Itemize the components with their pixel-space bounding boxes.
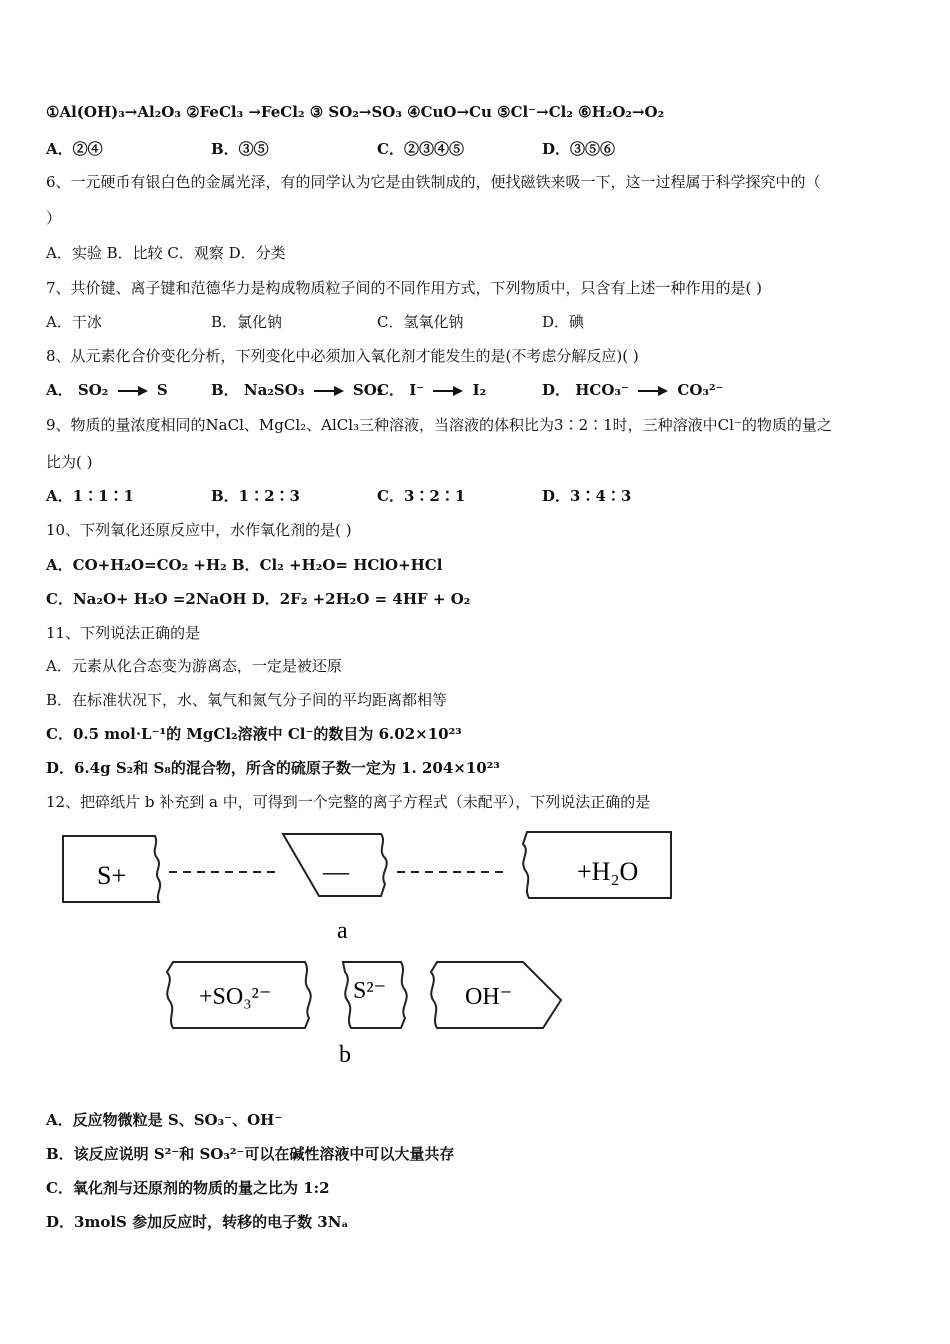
q11-option-c[interactable]: C．0.5 mol·L⁻¹的 MgCl₂溶液中 Cl⁻的数目为 6.02×10²³ (46, 725, 462, 743)
q5-option-d[interactable]: D．③⑤⑥ (542, 140, 616, 158)
scrap-a-left-text: S+ (97, 861, 127, 890)
arrow-icon (118, 386, 148, 396)
product: I₂ (472, 381, 487, 399)
scrap-a-right-text: +H₂O (577, 857, 639, 886)
q5-option-b[interactable]: B．③⑤ (211, 140, 269, 158)
q8-option-c[interactable] (377, 380, 486, 400)
scrap-a-middle-text: — (323, 857, 349, 886)
q11-option-a[interactable]: A．元素从化合态变为游离态，一定是被还原 (46, 657, 342, 675)
q8-option-d[interactable] (542, 380, 723, 400)
scrap-b3-text: OH⁻ (465, 984, 513, 1010)
label-b: b (339, 1042, 351, 1068)
q9-option-c[interactable]: C．3∶2∶1 (377, 487, 466, 505)
q7-option-b[interactable]: B．氯化钠 (211, 313, 283, 331)
label-a: a (337, 918, 348, 944)
option-label: A． (46, 381, 73, 399)
product: S (156, 381, 168, 399)
q12-stem: 12、把碎纸片 b 补充到 a 中，可得到一个完整的离子方程式（未配平），下列说法正确的是 (46, 793, 651, 811)
q8-option-b[interactable] (211, 380, 383, 400)
q8-option-a[interactable] (46, 380, 168, 400)
q5-transforms: ①Al(OH)₃→Al₂O₃ ②FeCl₃ →FeCl₂ ③ SO₂→SO₃ ④CuO→Cu ⑤Cl⁻→Cl₂ ⑥H₂O₂→O₂ (46, 103, 665, 121)
reactant: Na₂SO₃ (243, 381, 305, 399)
q10-options-ab[interactable]: A．CO+H₂O=CO₂ +H₂ B．Cl₂ +H₂O= HClO+HCl (46, 556, 443, 574)
q11-option-d[interactable]: D．6.4g S₂和 S₈的混合物，所含的硫原子数一定为 1. 204×10²³ (46, 759, 500, 777)
q6-stem-end: ） (46, 209, 62, 227)
q10-options-cd[interactable]: C．Na₂O+ H₂O =2NaOH D．2F₂ +2H₂O = 4HF + O₂ (46, 590, 471, 608)
option-label: B． (211, 381, 239, 399)
q5-option-a[interactable]: A．②④ (46, 140, 103, 158)
arrow-icon (638, 386, 668, 396)
q12-option-b[interactable]: B．该反应说明 S²⁻和 SO₃²⁻可以在碱性溶液中可以大量共存 (46, 1145, 455, 1163)
q9-stem-end: 比为( ) (46, 453, 93, 471)
q9-option-b[interactable]: B．1∶2∶3 (211, 487, 300, 505)
q6-stem: 6、一元硬币有银白色的金属光泽，有的同学认为它是由铁制成的，便找磁铁来吸一下，这一过程属于科学探究中的（ (46, 173, 821, 191)
q10-stem: 10、下列氧化还原反应中，水作氧化剂的是( ) (46, 521, 352, 539)
arrow-icon (314, 386, 344, 396)
q12-option-d[interactable]: D．3molS 参加反应时，转移的电子数 3Nₐ (46, 1213, 349, 1231)
q6-options[interactable]: A．实验 B．比较 C．观察 D．分类 (46, 244, 286, 262)
q7-option-d[interactable]: D．碘 (542, 313, 585, 331)
q11-option-b[interactable]: B．在标准状况下，水、氧气和氮气分子间的平均距离都相等 (46, 691, 448, 709)
arrow-icon (433, 386, 463, 396)
scrap-b1-text: +SO₃²⁻ (199, 984, 272, 1010)
q9-option-a[interactable]: A．1∶1∶1 (46, 487, 134, 505)
q12-option-c[interactable]: C．氧化剂与还原剂的物质的量之比为 1:2 (46, 1179, 330, 1197)
q5-option-c[interactable]: C．②③④⑤ (377, 140, 464, 158)
reactant: HCO₃⁻ (575, 381, 629, 399)
reactant: SO₂ (77, 381, 109, 399)
scrap-b2-text: S²⁻ (353, 978, 387, 1004)
q7-stem: 7、共价键、离子键和范德华力是构成物质粒子间的不同作用方式，下列物质中，只含有上述一种作用的是( ) (46, 279, 763, 297)
reactant: I⁻ (409, 381, 425, 399)
q7-option-a[interactable]: A．干冰 (46, 313, 102, 331)
option-label: D． (542, 381, 571, 399)
option-label: C． (377, 381, 404, 399)
q9-stem: 9、物质的量浓度相同的NaCl、MgCl₂、AlCl₃三种溶液，当溶液的体积比为3∶2∶1时，三种溶液中Cl⁻的物质的量之 (46, 416, 832, 434)
paper-scraps-figure (55, 822, 695, 1072)
q12-option-a[interactable]: A．反应物微粒是 S、SO₃⁻、OH⁻ (46, 1111, 283, 1129)
q8-stem: 8、从元素化合价变化分析，下列变化中必须加入氧化剂才能发生的是(不考虑分解反应)( ) (46, 347, 639, 365)
product: SO₂ (352, 381, 384, 399)
q11-stem: 11、下列说法正确的是 (46, 624, 201, 642)
product: CO₃²⁻ (677, 381, 724, 399)
q9-option-d[interactable]: D．3∶4∶3 (542, 487, 632, 505)
q7-option-c[interactable]: C．氢氧化钠 (377, 313, 464, 331)
